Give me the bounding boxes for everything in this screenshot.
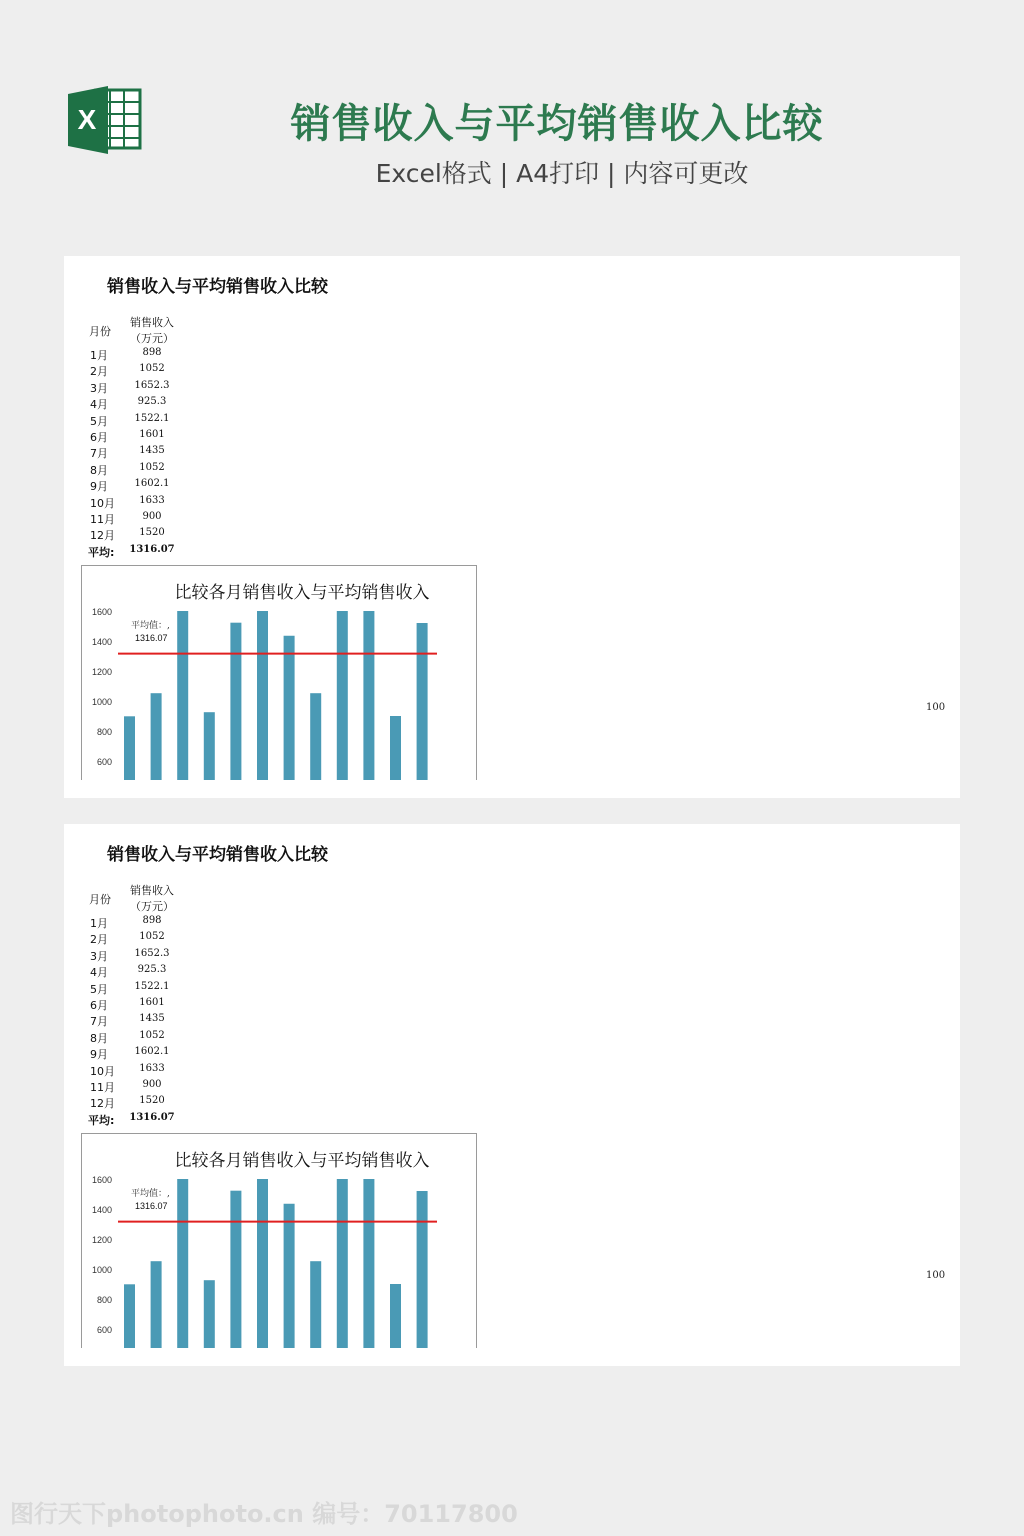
average-annotation-label: 平均值：,: [131, 621, 170, 631]
month-cell: 5月: [90, 414, 108, 428]
average-label: 平均:: [88, 1113, 115, 1127]
column-header-sales: [126, 315, 178, 347]
sales-cell: 1652.3: [134, 947, 170, 959]
y-tick-label: 1400: [91, 637, 112, 647]
y-tick-label: 1200: [91, 667, 112, 677]
table-row: [64, 495, 264, 511]
column-header-sales-line2: （万元）: [130, 900, 174, 913]
table-row: [64, 511, 264, 527]
column-header-month: 月份: [89, 325, 111, 338]
sales-chart: [81, 565, 477, 780]
month-cell: 2月: [90, 933, 108, 947]
month-cell: 6月: [90, 998, 108, 1012]
month-cell: 4月: [90, 966, 108, 980]
bar-10月: [363, 1179, 374, 1348]
month-cell: 1月: [90, 349, 108, 362]
average-value: 1316.07: [129, 543, 175, 555]
month-cell: 7月: [90, 447, 108, 461]
sales-cell: 1435: [139, 1013, 165, 1025]
chart-title: 比较各月销售收入与平均销售收入: [174, 583, 430, 603]
bar-5月: [230, 623, 241, 780]
table-row: [64, 964, 264, 980]
average-row: [64, 544, 264, 560]
sales-cell: 1435: [139, 445, 165, 457]
month-cell: 12月: [90, 529, 115, 543]
bar-4月: [204, 1280, 215, 1348]
watermark: 图行天下photophoto.cn 编号：70117800: [10, 1500, 518, 1528]
y-tick-label: 1600: [91, 1175, 112, 1185]
y-tick-label: 1200: [91, 1235, 112, 1245]
table-row: [64, 478, 264, 494]
month-cell: 3月: [90, 381, 108, 395]
table-row: [64, 1063, 264, 1079]
sales-cell: 1052: [139, 931, 165, 943]
sales-cell: 1052: [139, 461, 165, 473]
month-cell: 8月: [90, 463, 108, 477]
page-title: 销售收入与平均销售收入比较: [290, 101, 824, 147]
average-label: 平均:: [88, 545, 115, 559]
month-cell: 2月: [90, 365, 108, 379]
sales-cell: 1520: [139, 527, 165, 539]
average-annotation-value: 1316.07: [135, 1201, 168, 1211]
chart-svg: [82, 566, 476, 780]
bar-9月: [337, 611, 348, 780]
month-cell: 9月: [90, 480, 108, 494]
sheet-title: 销售收入与平均销售收入比较: [107, 845, 328, 865]
y-tick-label: 1000: [91, 1265, 112, 1275]
side-number: 100: [926, 702, 946, 713]
table-row: [64, 1046, 264, 1062]
bar-5月: [230, 1191, 241, 1348]
average-annotation-value: 1316.07: [135, 633, 168, 643]
table-row: [64, 462, 264, 478]
bar-2月: [151, 1261, 162, 1348]
table-row: [64, 931, 264, 947]
average-value: 1316.07: [129, 1111, 175, 1123]
table-row: [64, 429, 264, 445]
bar-8月: [310, 693, 321, 780]
y-tick-label: 1400: [91, 1205, 112, 1215]
month-cell: 4月: [90, 398, 108, 412]
bar-11月: [390, 716, 401, 780]
sales-cell: 1601: [139, 428, 165, 440]
y-tick-label: 1000: [91, 697, 112, 707]
bar-7月: [284, 1204, 295, 1348]
bar-7月: [284, 636, 295, 780]
table-row: [64, 527, 264, 543]
sheet-preview-2: [64, 824, 960, 1366]
sales-cell: 1633: [139, 494, 165, 506]
bar-12月: [417, 623, 428, 780]
bar-1月: [124, 1284, 135, 1348]
bar-11月: [390, 1284, 401, 1348]
y-tick-label: 800: [96, 1295, 112, 1305]
month-cell: 10月: [90, 496, 115, 510]
bar-9月: [337, 1179, 348, 1348]
bar-3月: [177, 1179, 188, 1348]
bar-8月: [310, 1261, 321, 1348]
y-tick-label: 600: [96, 757, 112, 767]
sales-cell: 898: [142, 915, 162, 926]
sales-cell: 1052: [139, 363, 165, 375]
month-cell: 11月: [90, 512, 115, 526]
table-row: [64, 948, 264, 964]
table-row: [64, 445, 264, 461]
chart-svg: [82, 1134, 476, 1348]
side-number: 100: [926, 1270, 946, 1281]
month-cell: 3月: [90, 949, 108, 963]
sales-cell: 925.3: [137, 964, 167, 976]
chart-title: 比较各月销售收入与平均销售收入: [174, 1151, 430, 1171]
sales-cell: 1652.3: [134, 379, 170, 391]
table-row: [64, 1030, 264, 1046]
table-row: [64, 347, 264, 363]
column-header-sales: [126, 883, 178, 915]
month-cell: 6月: [90, 430, 108, 444]
column-header-sales-line1: 销售收入: [130, 316, 174, 329]
table-row: [64, 915, 264, 931]
sheet-preview-1: [64, 256, 960, 798]
bar-6月: [257, 611, 268, 780]
table-row: [64, 380, 264, 396]
table-row: [64, 363, 264, 379]
excel-logo-letter: X: [77, 104, 97, 135]
month-cell: 7月: [90, 1015, 108, 1029]
table-row: [64, 997, 264, 1013]
bar-2月: [151, 693, 162, 780]
sales-cell: 900: [142, 1078, 162, 1090]
average-row: [64, 1112, 264, 1128]
table-row: [64, 981, 264, 997]
bar-3月: [177, 611, 188, 780]
page-subtitle: Excel格式 | A4打印 | 内容可更改: [375, 159, 749, 188]
sales-cell: 898: [142, 347, 162, 358]
sales-cell: 1520: [139, 1095, 165, 1107]
bar-10月: [363, 611, 374, 780]
table-row: [64, 413, 264, 429]
month-cell: 11月: [90, 1080, 115, 1094]
sales-cell: 1602.1: [134, 478, 170, 490]
column-header-sales-line2: （万元）: [130, 332, 174, 345]
month-cell: 12月: [90, 1097, 115, 1111]
sales-chart: [81, 1133, 477, 1348]
bar-4月: [204, 712, 215, 780]
table-row: [64, 1095, 264, 1111]
month-cell: 10月: [90, 1064, 115, 1078]
sales-cell: 900: [142, 510, 162, 522]
table-row: [64, 396, 264, 412]
sales-cell: 1522.1: [134, 412, 170, 424]
sales-cell: 1633: [139, 1062, 165, 1074]
sales-cell: 1602.1: [134, 1046, 170, 1058]
average-annotation-label: 平均值：,: [131, 1189, 170, 1199]
y-tick-label: 800: [96, 727, 112, 737]
month-cell: 9月: [90, 1048, 108, 1062]
sales-cell: 1601: [139, 996, 165, 1008]
bar-6月: [257, 1179, 268, 1348]
y-tick-label: 1600: [91, 607, 112, 617]
table-row: [64, 1079, 264, 1095]
y-tick-label: 600: [96, 1325, 112, 1335]
month-cell: 5月: [90, 982, 108, 996]
table-row: [64, 1013, 264, 1029]
sheet-title: 销售收入与平均销售收入比较: [107, 277, 328, 297]
sales-cell: 1052: [139, 1029, 165, 1041]
month-cell: 8月: [90, 1031, 108, 1045]
sales-cell: 1522.1: [134, 980, 170, 992]
sales-table: [64, 347, 264, 560]
bar-12月: [417, 1191, 428, 1348]
column-header-sales-line1: 销售收入: [130, 884, 174, 897]
month-cell: 1月: [90, 917, 108, 930]
sales-table: [64, 915, 264, 1128]
sales-cell: 925.3: [137, 396, 167, 408]
column-header-month: 月份: [89, 893, 111, 906]
bar-1月: [124, 716, 135, 780]
